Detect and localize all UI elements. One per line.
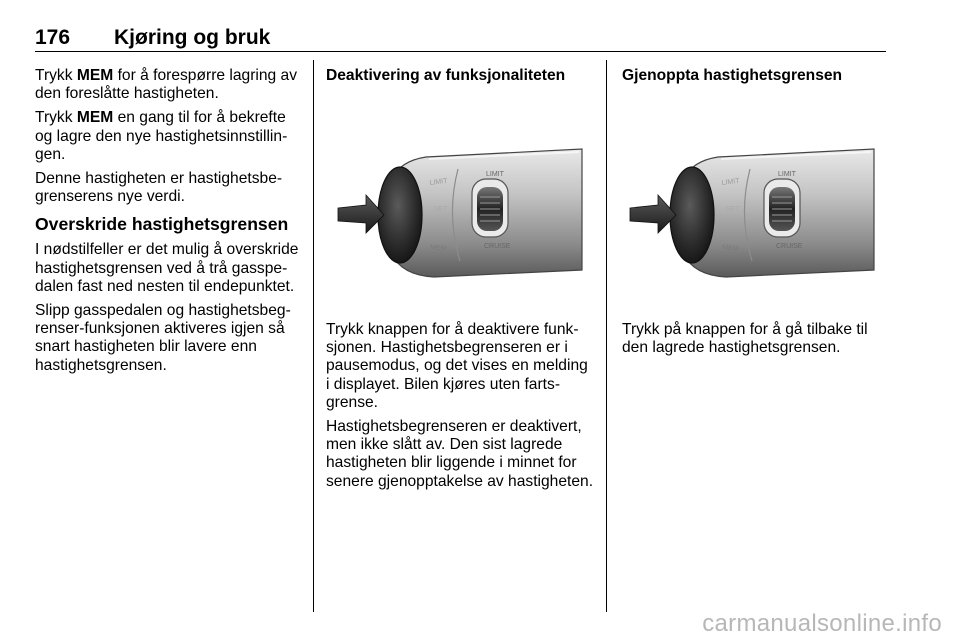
svg-text:LIMIT: LIMIT [778,171,796,178]
page-header [35,26,886,52]
paragraph-deactivate: Trykk knappen for å deaktivere funksjonen. Hastighetsbegrenseren er i pausemodus, og det vises en melding i displayet. Bilen kjøres uten fartsgrense. [326,321,588,411]
svg-text:CRUISE: CRUISE [484,243,511,250]
cap-button [670,167,714,263]
svg-text:SET: SET [434,206,448,213]
column-left [35,67,303,381]
paragraph-release-pedal: Slipp gasspedalen og hastighetsbegrenser-funksjonen aktiveres igjen så snart hastigheten blir lavere enn hastighetsgrensen. [35,302,291,374]
cap-button [378,167,422,263]
svg-text:LIMIT: LIMIT [429,177,448,187]
heading-deactivate: Deaktivering av funksjonaliteten [326,67,566,84]
paragraph-mem-request: Trykk MEM for å forespørre lagring av den foreslåtte hastigheten. [35,67,298,103]
heading-resume: Gjenoppta hastighetsgrensen [622,67,843,84]
paragraph-new-value: Denne hastigheten er hastighetsbegrenserens nye verdi. [35,170,283,206]
column-divider-2 [606,60,607,612]
paragraph-mem-confirm: Trykk MEM en gang til for å bekrefte og lagre den nye hastighetsinnstillingen. [35,109,288,163]
watermark: carmanualsonline.info [702,610,942,637]
column-middle-text [326,321,594,497]
svg-text:LIMIT: LIMIT [486,171,504,178]
column-right-text [622,321,890,363]
press-arrow-icon [630,195,676,233]
chapter-title: Kjøring og bruk [114,26,271,49]
paragraph-resume: Trykk på knappen for å gå tilbake til den lagrede hastighetsgrensen. [622,321,868,357]
column-divider-1 [313,60,314,612]
svg-text:CRUISE: CRUISE [776,243,803,250]
column-right [622,67,890,85]
mem-keyword: MEM [76,67,114,84]
press-arrow-icon [338,195,384,233]
stalk-figure-deactivate [334,145,584,285]
page-number: 176 [35,26,71,49]
svg-text:SET: SET [726,206,740,213]
svg-text:MEM: MEM [721,244,739,253]
paragraph-emergency: I nødstilfeller er det mulig å overskride hastighetsgrensen ved å trå gasspedalen fast ned nesten til endepunktet. [35,241,299,295]
heading-override: Overskride hastighetsgrensen [35,214,289,235]
stalk-figure-resume [626,145,876,285]
svg-text:LIMIT: LIMIT [721,177,740,187]
svg-text:MEM: MEM [429,244,447,253]
mem-keyword: MEM [76,109,114,127]
paragraph-deactivated-memory: Hastighetsbegrenseren er deaktivert, men ikke slått av. Den sist lagrede hastigheten blir liggende i minnet for senere gjenopptakelse av hastigheten. [326,418,594,490]
column-middle [326,67,594,85]
